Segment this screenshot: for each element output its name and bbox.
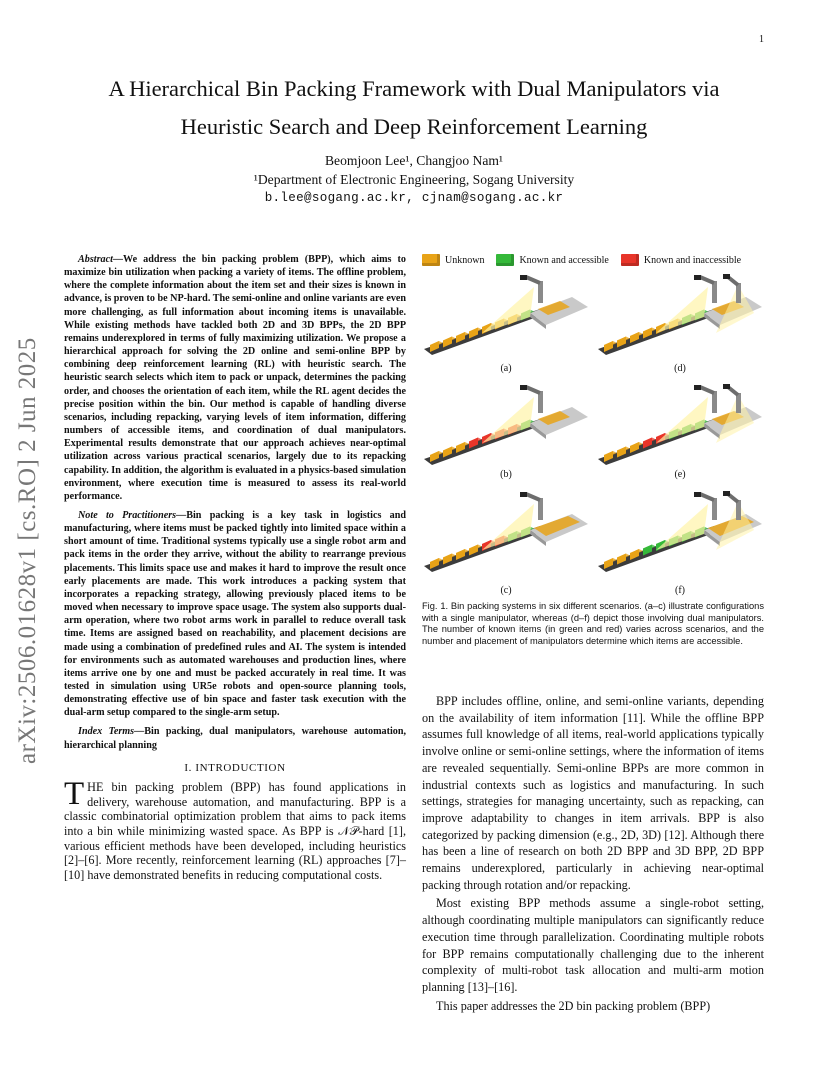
body-paragraph: Most existing BPP methods assume a single-robot setting, although coordinating multiple manipulators can significantly reduce execution time through parallelization. Coordinating multiple robots for BPP remains computationally challenging due to the inherent complexity of multi-robot task allocation and multi-arm motion planning [13]–[16]. bbox=[422, 896, 764, 994]
box-icon bbox=[621, 254, 639, 266]
panel-label-d: (d) bbox=[674, 363, 686, 374]
legend-known-inaccessible bbox=[621, 254, 741, 266]
left-column bbox=[64, 253, 406, 883]
abstract-label: Abstract— bbox=[78, 254, 124, 265]
author-block bbox=[0, 151, 828, 208]
robot-gripper bbox=[694, 385, 701, 390]
robot-gripper bbox=[694, 492, 701, 497]
drop-cap: T bbox=[64, 775, 85, 812]
title-line-2: Heuristic Search and Deep Reinforcement Learning bbox=[180, 114, 648, 139]
figure-caption: Fig. 1. Bin packing systems in six different scenarios. (a–c) illustrate configurations with a single manipulator, whereas (d–f) depict those involving dual manipulators. The number of known items (in green and red) varies across scenarios, and the number and placement of manipulators determine which items are accessible. bbox=[422, 601, 764, 646]
body-paragraph: This paper addresses the 2D bin packing problem (BPP) bbox=[436, 998, 711, 1013]
panel-label-f: (f) bbox=[675, 585, 685, 596]
panel-d-illustration bbox=[596, 273, 764, 361]
right-column bbox=[422, 693, 764, 1016]
scene-c bbox=[422, 490, 590, 578]
legend-known-accessible bbox=[496, 254, 608, 266]
page-number: 1 bbox=[759, 34, 764, 45]
abstract-text: We address the bin packing problem (BPP), which aims to maximize bin utilization when packing a variety of items. The offline problem, where the complete information about the item set and their sizes is known in advance, is proven to be NP-hard. The semi-online and online variants are even more challenging, as full information about incoming items is unavailable. While existing methods have tackled both 2D and 3D BPPs, the 2D BPP remains underexplored in terms of fully maximizing utilization. We propose a hierarchical approach for solving the 2D online and semi-online BPP by combining deep reinforcement learning (RL) with heuristic search. The heuristic search selects which item to pack or unpack, determines the packing order, and chooses the orientation of each item, while the RL agent decides the precise position within the bin. Our method is capable of handling diverse scenarios, including repacking, varying levels of item information, differing numbers of accessible items, and coordination of dual manipulators. Experimental results demonstrate that our approach achieves near-optimal utilization across various practical scenarios, largely due to its repacking capability. In addition, the algorithm is evaluated in a physics-based simulation environment, where execution time is measured to assess its real-world performance. bbox=[64, 254, 407, 502]
panel-label-e: (e) bbox=[674, 469, 686, 480]
box-icon bbox=[496, 254, 514, 266]
panel-label-c: (c) bbox=[500, 585, 512, 596]
robot-gripper-2 bbox=[723, 384, 730, 389]
legend-label: Unknown bbox=[445, 254, 485, 266]
title-line-1: A Hierarchical Bin Packing Framework with Dual Manipulators via bbox=[108, 76, 720, 101]
robot-gripper-2 bbox=[723, 274, 730, 279]
intro-paragraph bbox=[64, 775, 406, 883]
panel-a-illustration bbox=[422, 273, 590, 361]
legend-unknown bbox=[422, 254, 484, 266]
index-terms-label: Index Terms— bbox=[78, 726, 145, 738]
note-to-practitioners bbox=[64, 509, 406, 720]
scene-a bbox=[422, 273, 590, 361]
robot-gripper bbox=[694, 275, 701, 280]
paper-title bbox=[40, 70, 788, 146]
practitioners-label: Note to Practitioners— bbox=[78, 509, 187, 521]
robot-gripper bbox=[520, 275, 527, 280]
robot-gripper bbox=[520, 385, 527, 390]
panel-e-illustration bbox=[596, 383, 764, 471]
panel-b-illustration bbox=[422, 383, 590, 471]
panel-label-b: (b) bbox=[500, 469, 512, 480]
box-icon bbox=[422, 254, 440, 266]
scene-b bbox=[422, 383, 590, 471]
arxiv-stamp: arXiv:2506.01628v1 [cs.RO] 2 Jun 2025 bbox=[14, 337, 41, 764]
index-terms-text: Bin packing, dual manipulators, warehouse automation, hierarchical planning bbox=[64, 726, 406, 751]
panel-label-a: (a) bbox=[500, 363, 512, 374]
legend-label: Known and accessible bbox=[519, 254, 609, 266]
author-emails: b.lee@sogang.ac.kr, cjnam@sogang.ac.kr bbox=[264, 191, 564, 205]
robot-gripper-2 bbox=[723, 491, 730, 496]
panel-f-illustration bbox=[596, 490, 764, 578]
panel-c-illustration bbox=[422, 490, 590, 578]
scene-f bbox=[596, 490, 764, 578]
index-terms bbox=[64, 725, 406, 751]
author-affiliation: ¹Department of Electronic Engineering, Sogang University bbox=[253, 172, 575, 187]
intro-text: HE bin packing problem (BPP) has found applications in delivery, warehouse automation, and manufacturing. BPP is a classic combinatorial optimization problem that aims to pack items into a bin while minimizing wasted space. As BPP is 𝒩𝒫-hard [1], various efficient methods have been developed, including heuristics [2]–[6]. More recently, reinforcement learning (RL) approaches [7]–[10] have demonstrated benefits in reducing computational costs. bbox=[64, 779, 406, 883]
figure-legend bbox=[422, 254, 767, 266]
body-paragraph: BPP includes offline, online, and semi-online variants, depending on the availability of item information [11]. While the offline BPP assumes full knowledge of all items, real-world applications typically involve online or semi-online settings, where the information of items are revealed sequentially. Semi-online BPPs are more common in industrial contexts such as logistics and manufacturing. In such settings, strategies for managing uncertainty, such as repacking, can improve adaptability to changes in item arrivals. BPP is also categorized by packing dimension (e.g., 2D, 3D) [12]. Although there has been a line of research on both 2D BPP and 3D BPP, 2D BPP remains underexplored, particularly in achieving near-optimal packing through rotation and/or repacking. bbox=[422, 694, 764, 892]
abstract bbox=[64, 253, 406, 503]
robot-gripper bbox=[520, 492, 527, 497]
scene-d bbox=[596, 273, 764, 361]
legend-label: Known and inaccessible bbox=[643, 254, 742, 266]
author-names: Beomjoon Lee¹, Changjoo Nam¹ bbox=[324, 153, 504, 168]
section-heading: I. INTRODUCTION bbox=[184, 761, 286, 774]
scene-e bbox=[596, 383, 764, 471]
practitioners-text: Bin packing is a key task in logistics and manufacturing, where items must be packed tightly into limited space within a short amount of time. Traditional systems typically use a single robot arm and pack items in the order they arrive, without the ability to rearrange previous placements. This limits space use and makes it hard to improve the result once early placements are made. This work introduces a packing system that incorporates a repacking strategy, allowing previously placed items to be moved when necessary to improve space usage. The system also supports dual-arm operation, where two robot arms work in parallel to reduce overall task time. Items are assigned based on reachability, and placement decisions are made using a combination of predefined rules and AI. The system is intended for environments such as automated warehouses and production lines, where items arrive one by one and must be packed accurately in real time. It was tested in simulation using UR5e robots and open-source planning tools, demonstrating effective use of bin space and faster task execution with the dual-arm setup compared to the single-arm setup. bbox=[64, 509, 406, 719]
